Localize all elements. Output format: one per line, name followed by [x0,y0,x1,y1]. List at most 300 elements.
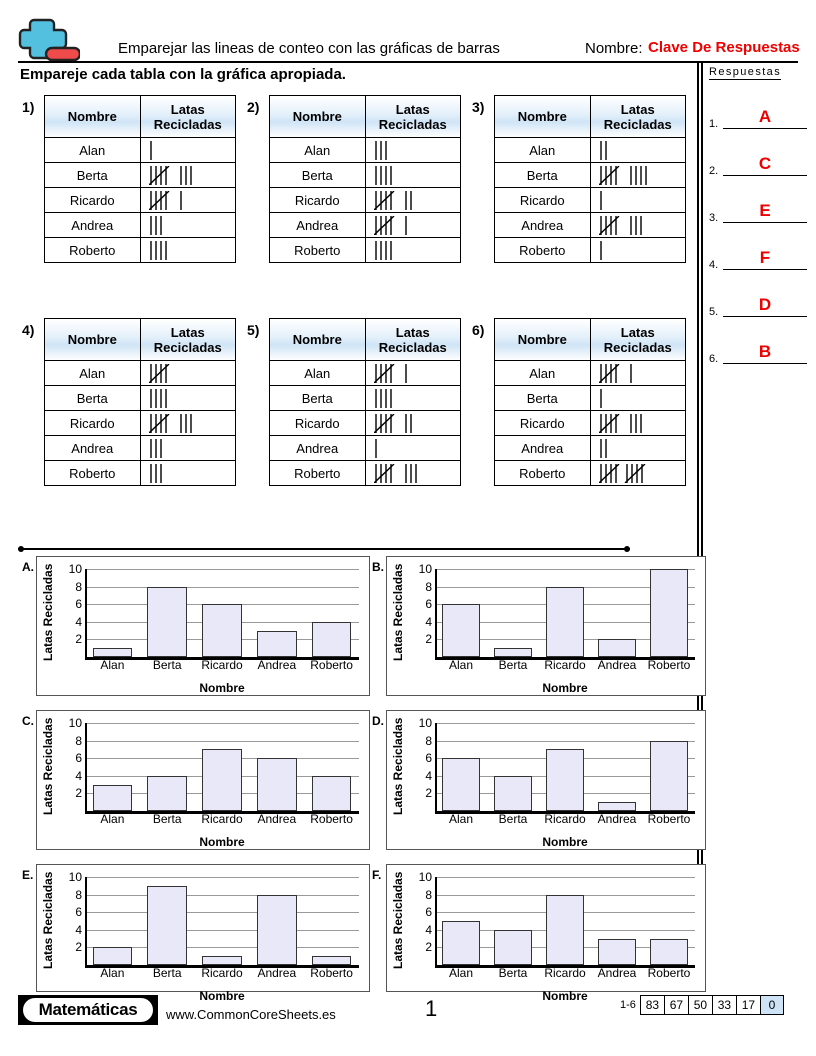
chart-block-E [22,864,370,1003]
answer-blank-line[interactable] [723,175,807,177]
chart-x-tick: Andrea [257,812,297,826]
answers-divider-line-outer [697,62,699,992]
row-name: Andrea [45,436,141,461]
section-divider [18,546,630,551]
row-tally-marks [140,213,236,238]
chart-bar [546,587,583,657]
table-row [45,361,236,386]
chart-x-tick: Roberto [647,966,691,980]
column-header-name: Nombre [45,96,141,138]
chart-bar [442,921,479,965]
table-row [45,411,236,436]
table-row [45,461,236,486]
chart-x-tick: Ricardo [544,812,586,826]
column-header-name: Nombre [495,319,591,361]
chart-y-tick: 2 [425,940,432,955]
row-tally-marks [140,386,236,411]
table-row [495,213,686,238]
chart-frame [386,710,706,850]
row-tally-marks [140,461,236,486]
chart-y-axis [435,569,437,657]
table-row [45,436,236,461]
chart-x-tick: Ricardo [544,966,586,980]
table-row [495,361,686,386]
name-label: Nombre: [585,40,643,57]
score-cell-67: 67 [664,995,688,1015]
chart-block-B [372,556,706,696]
chart-letter: B. [372,560,384,574]
table-row [495,138,686,163]
row-tally-marks [140,238,236,263]
row-tally-marks [140,361,236,386]
chart-gridline [85,723,359,724]
chart-x-tick: Roberto [310,658,353,672]
row-name: Alan [495,361,591,386]
chart-bar [312,956,351,965]
chart-block-F [372,864,706,1003]
chart-bar [598,802,635,811]
chart-bar [312,776,351,811]
row-tally-marks [590,188,686,213]
column-header-cans: Latas Recicladas [365,319,461,361]
row-tally-marks [140,436,236,461]
answer-value: F [759,248,771,267]
chart-y-tick: 4 [425,922,432,937]
answer-blank-line[interactable] [723,363,807,365]
column-header-cans: Latas Recicladas [365,96,461,138]
table-row [495,163,686,188]
chart-y-tick: 8 [75,579,82,594]
score-cell-83: 83 [640,995,664,1015]
chart-y-tick: 2 [75,632,82,647]
row-tally-marks [365,411,461,436]
row-name: Roberto [270,238,366,263]
chart-y-tick: 4 [425,614,432,629]
chart-x-axis-label: Nombre [199,681,245,695]
chart-y-tick: 10 [418,870,432,884]
row-name: Berta [45,163,141,188]
table-row [45,238,236,263]
chart-x-tick: Roberto [647,812,691,826]
table-row [270,386,461,411]
chart-bar [147,587,186,657]
answers-divider-line-inner [701,62,703,992]
chart-y-axis-label: Latas Recicladas [391,563,405,661]
chart-x-tick: Ricardo [201,812,243,826]
chart-gridline [85,930,359,931]
answer-number: 1. [709,118,719,130]
table-row [270,163,461,188]
row-name: Berta [495,163,591,188]
chart-bar [494,648,531,657]
chart-x-tick: Ricardo [201,966,243,980]
chart-plot-area [418,870,695,980]
tally-table [44,318,236,486]
row-tally-marks [140,138,236,163]
chart-y-axis [85,877,87,965]
chart-gridline [435,877,695,878]
chart-y-tick: 2 [75,786,82,801]
row-name: Alan [270,138,366,163]
brand-logo [18,995,158,1025]
row-name: Alan [45,138,141,163]
chart-x-tick: Berta [152,658,182,672]
column-header-name: Nombre [270,319,366,361]
row-tally-marks [590,411,686,436]
table-row [45,188,236,213]
table-row [495,238,686,263]
chart-x-axis-label: Nombre [542,681,588,695]
chart-bar [202,604,241,657]
chart-y-tick: 10 [68,870,82,884]
answers-heading: Respuestas [709,66,782,78]
chart-x-tick: Alan [448,966,474,980]
answer-blank-line[interactable] [723,222,807,224]
row-tally-marks [590,436,686,461]
chart-y-tick: 6 [425,751,432,766]
chart-plot-area [68,870,359,980]
chart-y-tick: 8 [425,579,432,594]
chart-y-tick: 6 [425,597,432,612]
row-name: Andrea [495,213,591,238]
divider-dot-left [18,546,24,552]
chart-x-tick: Andrea [597,658,637,672]
score-cell-50: 50 [688,995,712,1015]
answer-row-3 [709,201,807,223]
chart-bar [147,776,186,811]
worksheet-title: Emparejar las lineas de conteo con las gráficas de barras [118,40,500,57]
answer-number: 4. [709,259,719,271]
chart-x-axis-label: Nombre [542,989,588,1003]
chart-bar [93,785,132,811]
chart-y-axis [435,723,437,811]
tally-table-number: 5) [247,322,260,338]
chart-block-D [372,710,706,850]
chart-x-tick: Roberto [310,966,353,980]
table-row [270,188,461,213]
chart-frame [36,864,370,1003]
chart-y-tick: 10 [418,562,432,576]
tally-table-number: 1) [22,99,35,115]
chart-bar [147,886,186,965]
chart-y-axis-label: Latas Recicladas [41,871,55,969]
answer-row-2 [709,154,807,176]
chart-bar [598,939,635,965]
instructions-text: Empareje cada tabla con la gráfica apropiada. [20,66,346,83]
chart-letter: C. [22,714,34,728]
column-header-cans: Latas Recicladas [590,96,686,138]
table-row [495,436,686,461]
table-row [270,361,461,386]
chart-y-tick: 6 [75,905,82,920]
table-row [270,213,461,238]
chart-y-tick: 8 [425,733,432,748]
row-name: Ricardo [270,411,366,436]
tally-table-number: 4) [22,322,35,338]
row-name: Alan [270,361,366,386]
chart-bar [494,930,531,965]
tally-table [269,318,461,486]
chart-x-tick: Andrea [257,658,297,672]
row-name: Roberto [45,238,141,263]
answer-number: 6. [709,353,719,365]
chart-y-tick: 2 [425,786,432,801]
chart-frame [386,556,706,696]
chart-gridline [85,587,359,588]
row-name: Berta [495,386,591,411]
chart-bar [257,895,296,965]
chart-y-tick: 10 [418,716,432,730]
score-range-label: 1-6 [620,999,636,1011]
table-row [495,386,686,411]
row-tally-marks [365,238,461,263]
row-tally-marks [590,163,686,188]
tally-table [494,95,686,263]
row-name: Andrea [495,436,591,461]
chart-x-axis-label: Nombre [542,835,588,849]
chart-letter: E. [22,868,34,882]
chart-x-tick: Roberto [647,658,691,672]
answer-number: 2. [709,165,719,177]
answer-row-6 [709,342,807,364]
row-tally-marks [140,188,236,213]
column-header-name: Nombre [270,96,366,138]
chart-y-axis-label: Latas Recicladas [41,563,55,661]
table-row [495,461,686,486]
chart-bar [546,895,583,965]
answer-blank-line[interactable] [723,316,807,318]
chart-bar [202,956,241,965]
column-header-cans: Latas Recicladas [590,319,686,361]
row-name: Andrea [270,436,366,461]
chart-x-tick: Alan [448,812,474,826]
chart-x-tick: Berta [152,812,182,826]
chart-letter: F. [372,868,382,882]
chart-x-tick: Roberto [310,812,353,826]
chart-y-tick: 10 [68,562,82,576]
chart-bar [650,939,687,965]
tally-table-number: 3) [472,99,485,115]
row-name: Andrea [45,213,141,238]
column-header-cans: Latas Recicladas [140,319,236,361]
chart-x-tick: Andrea [257,966,297,980]
answer-row-4 [709,248,807,270]
row-tally-marks [590,386,686,411]
row-name: Roberto [495,238,591,263]
row-name: Ricardo [270,188,366,213]
row-name: Alan [495,138,591,163]
tally-table-number: 2) [247,99,260,115]
chart-bar [93,648,132,657]
plus-minus-logo-icon [18,16,80,62]
answer-row-5 [709,295,807,317]
table-row [270,411,461,436]
chart-x-tick: Alan [448,658,474,672]
tally-table [269,95,461,263]
chart-x-tick: Berta [498,966,528,980]
chart-plot-area [418,716,695,826]
row-tally-marks [365,188,461,213]
table-row [45,386,236,411]
row-name: Ricardo [45,188,141,213]
chart-y-axis [85,569,87,657]
chart-block-A [22,556,370,696]
chart-y-tick: 4 [425,768,432,783]
chart-bar [442,604,479,657]
table-row [495,411,686,436]
chart-y-axis-label: Latas Recicladas [41,717,55,815]
row-name: Alan [45,361,141,386]
row-tally-marks [590,461,686,486]
answer-value: E [759,201,771,220]
column-header-name: Nombre [45,319,141,361]
chart-x-tick: Andrea [597,966,637,980]
answer-number: 5. [709,306,719,318]
chart-gridline [85,877,359,878]
tally-table [494,318,686,486]
tally-table-number: 6) [472,322,485,338]
row-tally-marks [590,138,686,163]
score-cell-17: 17 [736,995,760,1015]
chart-y-tick: 8 [75,887,82,902]
chart-bar [202,749,241,811]
chart-plot-area [418,562,695,672]
row-name: Ricardo [45,411,141,436]
chart-gridline [85,741,359,742]
chart-x-axis-label: Nombre [199,989,245,1003]
chart-x-tick: Alan [100,658,125,672]
chart-y-tick: 8 [425,887,432,902]
chart-y-tick: 10 [68,716,82,730]
row-name: Roberto [45,461,141,486]
row-tally-marks [365,213,461,238]
row-tally-marks [590,213,686,238]
chart-y-axis [435,877,437,965]
chart-bar [312,622,351,657]
answer-blank-line[interactable] [723,128,807,130]
chart-x-tick: Berta [152,966,182,980]
row-tally-marks [365,163,461,188]
name-value: Clave De Respuestas [648,39,800,56]
chart-y-tick: 6 [75,751,82,766]
chart-frame [36,556,370,696]
table-row [45,213,236,238]
row-tally-marks [365,361,461,386]
chart-frame [36,710,370,850]
score-scale [620,995,784,1015]
answer-row-1 [709,107,807,129]
row-name: Roberto [495,461,591,486]
chart-letter: A. [22,560,34,574]
chart-bar [494,776,531,811]
chart-x-tick: Ricardo [544,658,586,672]
row-tally-marks [365,386,461,411]
chart-gridline [85,569,359,570]
page-header [0,0,816,62]
row-tally-marks [365,436,461,461]
answers-column [697,62,816,992]
table-row [45,138,236,163]
column-header-name: Nombre [495,96,591,138]
answer-value: A [758,107,772,126]
row-name: Ricardo [495,411,591,436]
row-name: Berta [270,163,366,188]
chart-gridline [435,723,695,724]
chart-bar [546,749,583,811]
chart-y-tick: 6 [75,597,82,612]
answer-value: C [758,154,772,173]
row-name: Andrea [270,213,366,238]
score-cell-33: 33 [712,995,736,1015]
chart-y-tick: 2 [425,632,432,647]
chart-y-axis-label: Latas Recicladas [391,717,405,815]
chart-x-axis-label: Nombre [199,835,245,849]
chart-bar [598,639,635,657]
answer-value: B [758,342,772,361]
divider-dot-right [624,546,630,552]
chart-y-tick: 2 [75,940,82,955]
site-url: www.CommonCoreSheets.es [166,1007,336,1022]
chart-y-tick: 4 [75,614,82,629]
row-tally-marks [590,238,686,263]
table-row [45,163,236,188]
table-row [270,461,461,486]
chart-frame [386,864,706,1003]
chart-x-tick: Alan [100,966,125,980]
score-cell-0: 0 [760,995,784,1015]
row-name: Roberto [270,461,366,486]
chart-x-tick: Berta [498,812,528,826]
row-tally-marks [140,163,236,188]
chart-y-axis-label: Latas Recicladas [391,871,405,969]
brand-name: Matemáticas [23,998,153,1022]
row-tally-marks [140,411,236,436]
chart-letter: D. [372,714,384,728]
chart-x-tick: Berta [498,658,528,672]
tally-table [44,95,236,263]
answer-number: 3. [709,212,719,224]
table-row [270,138,461,163]
row-tally-marks [365,138,461,163]
answer-value: D [758,295,772,314]
chart-gridline [85,912,359,913]
header-divider [18,61,798,63]
chart-gridline [85,895,359,896]
chart-x-tick: Ricardo [201,658,243,672]
chart-bar [650,569,687,657]
chart-y-tick: 8 [75,733,82,748]
chart-bar [257,631,296,657]
chart-x-tick: Alan [100,812,125,826]
row-name: Ricardo [495,188,591,213]
column-header-cans: Latas Recicladas [140,96,236,138]
chart-y-tick: 4 [75,768,82,783]
chart-plot-area [68,716,359,826]
answer-blank-line[interactable] [723,269,807,271]
chart-y-tick: 4 [75,922,82,937]
chart-y-axis [85,723,87,811]
divider-line [18,548,630,551]
table-row [270,436,461,461]
page-number: 1 [425,996,438,1021]
row-name: Berta [270,386,366,411]
chart-plot-area [68,562,359,672]
chart-block-C [22,710,370,850]
chart-x-tick: Andrea [597,812,637,826]
row-name: Berta [45,386,141,411]
table-row [495,188,686,213]
row-tally-marks [590,361,686,386]
